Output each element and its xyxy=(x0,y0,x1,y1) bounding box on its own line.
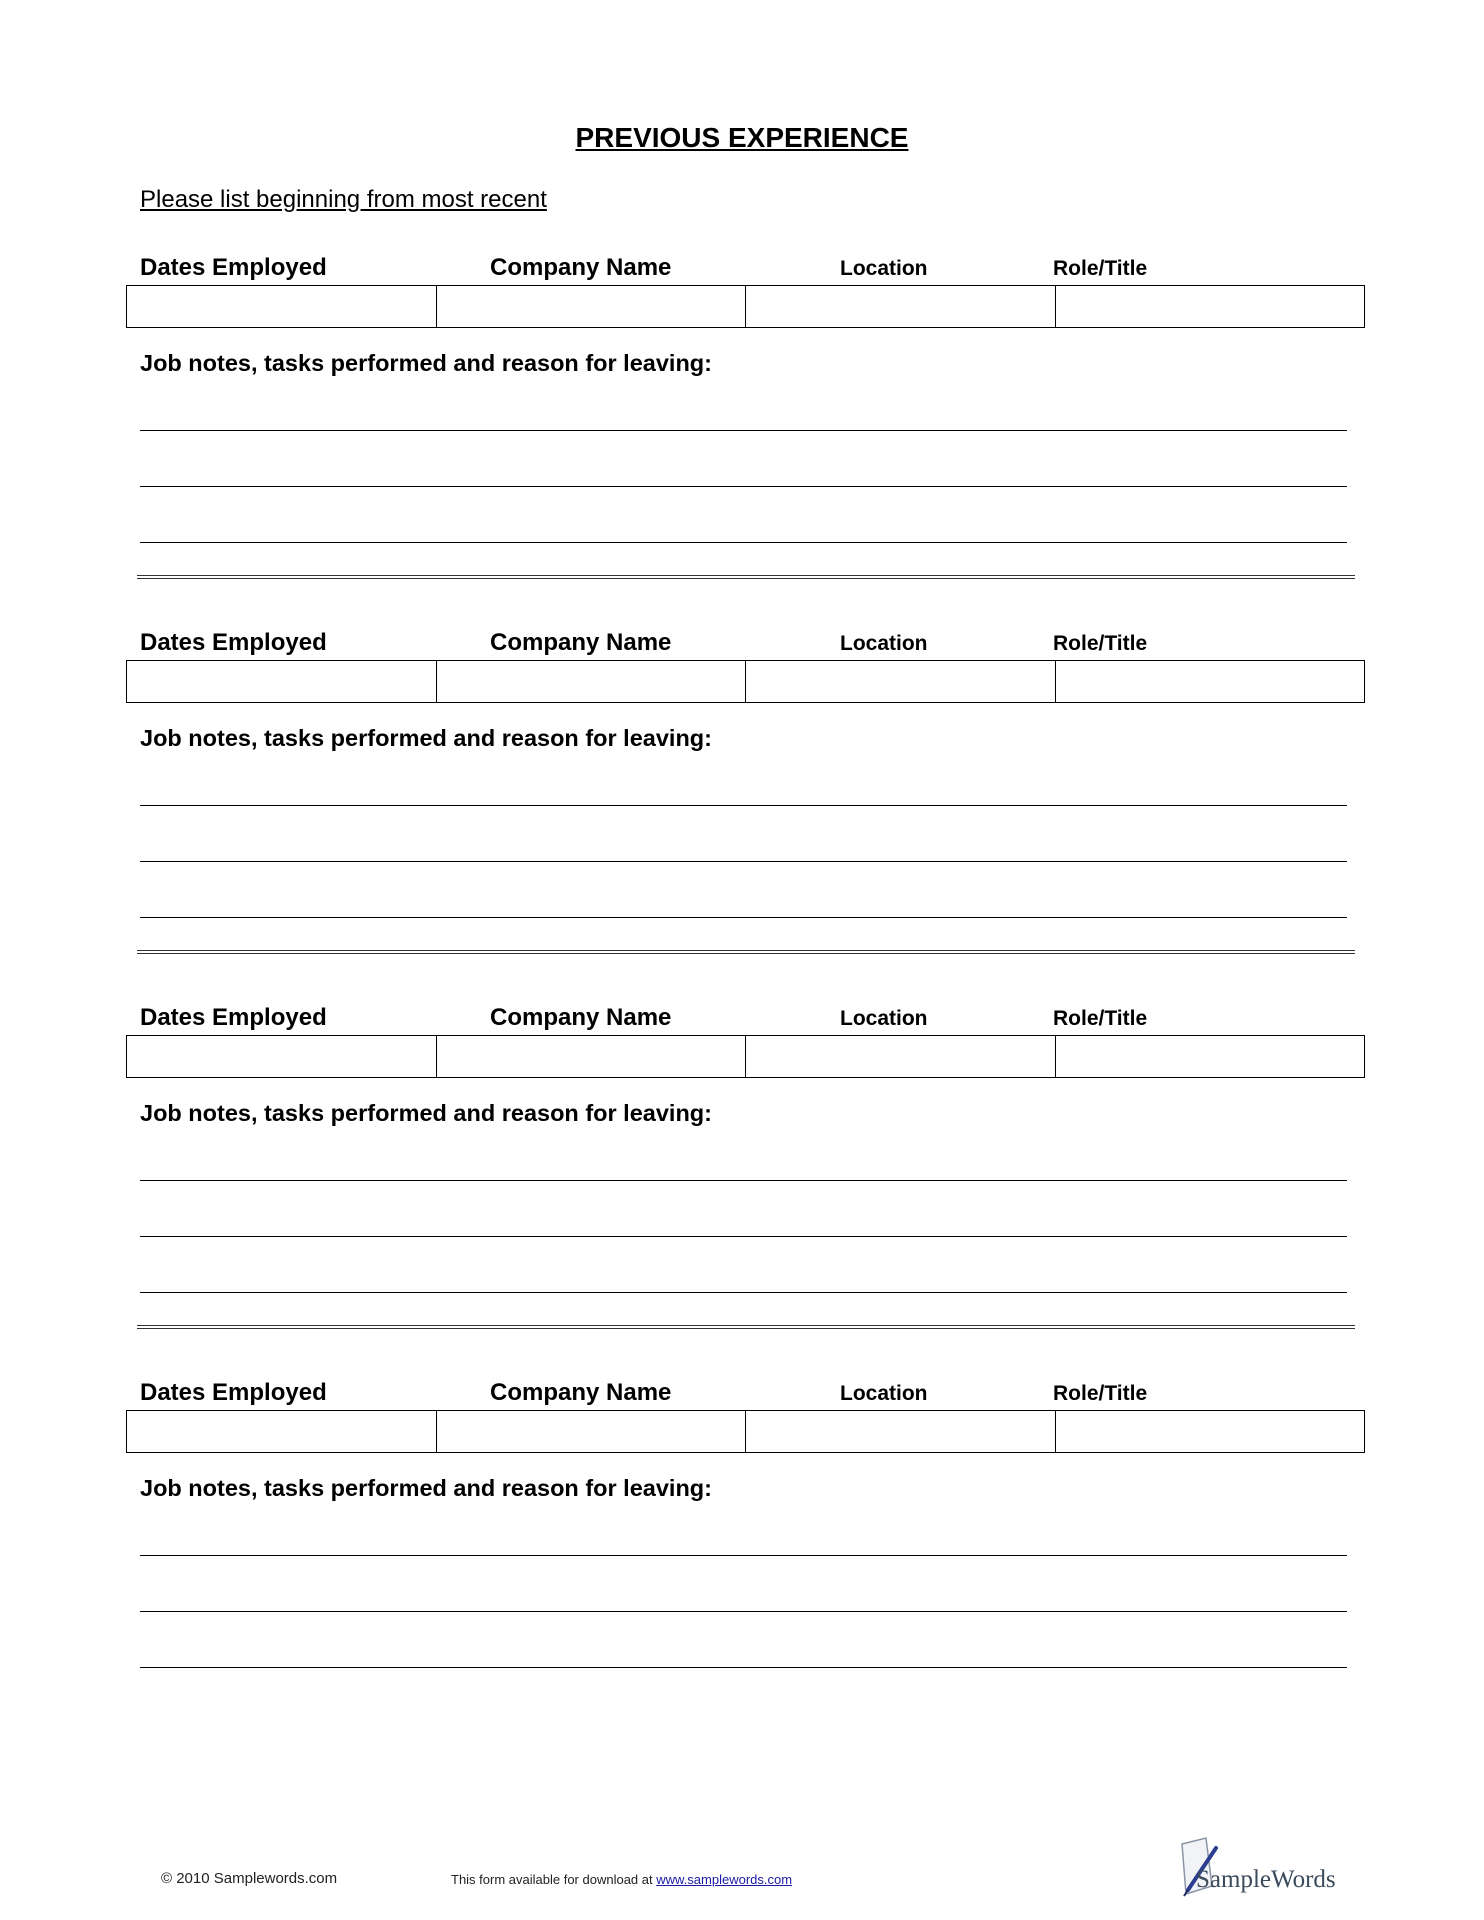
role-title-label: Role/Title xyxy=(1053,632,1148,655)
location-label: Location xyxy=(840,1007,928,1030)
job-notes-label: Job notes, tasks performed and reason for leaving: xyxy=(140,1475,712,1501)
location-field[interactable] xyxy=(746,661,1056,703)
notes-line-3[interactable] xyxy=(140,542,1347,543)
notes-line-2[interactable] xyxy=(140,1236,1347,1237)
role-title-label: Role/Title xyxy=(1053,1007,1148,1030)
notes-line-3[interactable] xyxy=(140,1667,1347,1668)
dates-employed-label: Dates Employed xyxy=(140,629,327,656)
dates-employed-field[interactable] xyxy=(127,1036,437,1078)
role-title-field[interactable] xyxy=(1055,661,1365,703)
page-title: PREVIOUS EXPERIENCE xyxy=(575,122,909,153)
role-title-label: Role/Title xyxy=(1053,257,1148,280)
dates-employed-field[interactable] xyxy=(127,661,437,703)
dates-employed-label: Dates Employed xyxy=(140,254,327,281)
section-divider xyxy=(137,950,1355,954)
notes-line-2[interactable] xyxy=(140,861,1347,862)
notes-line-1[interactable] xyxy=(140,805,1347,806)
location-label: Location xyxy=(840,632,928,655)
employment-row xyxy=(126,660,1365,703)
experience-entry-4 xyxy=(0,1379,1484,1754)
location-label: Location xyxy=(840,257,928,280)
copyright-text: © 2010 Samplewords.com xyxy=(161,1870,338,1887)
role-title-field[interactable] xyxy=(1055,1036,1365,1078)
company-name-field[interactable] xyxy=(436,661,746,703)
employment-row xyxy=(126,1410,1365,1453)
dates-employed-field[interactable] xyxy=(127,286,437,328)
dates-employed-label: Dates Employed xyxy=(140,1004,327,1031)
location-label: Location xyxy=(840,1382,928,1405)
role-title-field[interactable] xyxy=(1055,286,1365,328)
experience-entry-2 xyxy=(0,629,1484,1004)
download-link[interactable]: www.samplewords.com xyxy=(656,1872,793,1887)
company-name-field[interactable] xyxy=(436,1411,746,1453)
employment-row xyxy=(126,1035,1365,1078)
dates-employed-field[interactable] xyxy=(127,1411,437,1453)
job-notes-label: Job notes, tasks performed and reason for leaving: xyxy=(140,350,712,376)
job-notes-label: Job notes, tasks performed and reason for leaving: xyxy=(140,1100,712,1126)
notes-line-1[interactable] xyxy=(140,1555,1347,1556)
notes-line-3[interactable] xyxy=(140,917,1347,918)
download-note xyxy=(451,1872,792,1887)
location-field[interactable] xyxy=(746,1036,1056,1078)
role-title-field[interactable] xyxy=(1055,1411,1365,1453)
employment-row xyxy=(126,285,1365,328)
section-divider xyxy=(137,1325,1355,1329)
company-name-field[interactable] xyxy=(436,286,746,328)
job-notes-label: Job notes, tasks performed and reason for leaving: xyxy=(140,725,712,751)
location-field[interactable] xyxy=(746,1411,1056,1453)
notes-line-2[interactable] xyxy=(140,1611,1347,1612)
notes-line-2[interactable] xyxy=(140,486,1347,487)
experience-entry-1 xyxy=(0,254,1484,629)
download-note-text: This form available for download at xyxy=(451,1872,653,1887)
section-divider xyxy=(137,575,1355,579)
experience-entry-3 xyxy=(0,1004,1484,1379)
company-name-label: Company Name xyxy=(490,1379,672,1406)
location-field[interactable] xyxy=(746,286,1056,328)
notes-line-3[interactable] xyxy=(140,1292,1347,1293)
role-title-label: Role/Title xyxy=(1053,1382,1148,1405)
notes-line-1[interactable] xyxy=(140,430,1347,431)
samplewords-logo xyxy=(1172,1834,1352,1904)
company-name-label: Company Name xyxy=(490,1004,672,1031)
company-name-label: Company Name xyxy=(490,254,672,281)
notes-line-1[interactable] xyxy=(140,1180,1347,1181)
dates-employed-label: Dates Employed xyxy=(140,1379,327,1406)
logo-text: SampleWords xyxy=(1196,1866,1336,1893)
company-name-field[interactable] xyxy=(436,1036,746,1078)
company-name-label: Company Name xyxy=(490,629,672,656)
instructions-text: Please list beginning from most recent xyxy=(140,186,547,213)
